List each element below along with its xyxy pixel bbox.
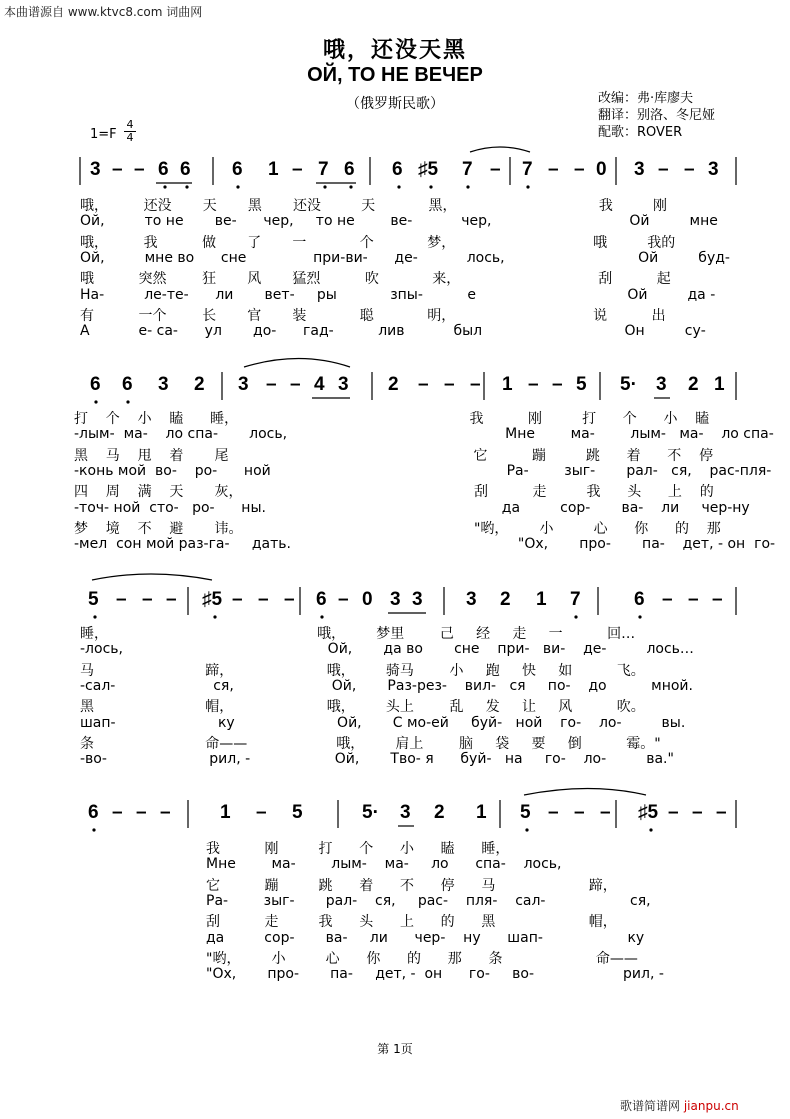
- note: 3: [412, 589, 423, 610]
- lyric-line: 睡， 哦， 梦里 己 经 走 一 回…: [80, 626, 636, 642]
- title-chinese: 哦，还没天黑: [322, 37, 467, 63]
- lyric-line: А е- са- ул до- гад- лив был Он су-: [80, 323, 706, 340]
- source-header: 本曲谱源自 www.ktvc8.com 词曲网: [4, 5, 203, 19]
- note: –: [418, 374, 429, 395]
- note: 1: [268, 159, 279, 180]
- note: 3: [338, 374, 349, 395]
- note: –: [600, 802, 611, 823]
- note: –: [134, 159, 145, 180]
- note: –: [552, 374, 563, 395]
- lyric-line: -во- рил, - Ой, Тво- я буй- на го- ло- ва.": [80, 751, 674, 768]
- credit-lyricist: 配歌：ROVER: [598, 125, 683, 140]
- note: 6: [392, 159, 403, 180]
- note: 1: [502, 374, 513, 395]
- note: –: [338, 589, 349, 610]
- note: –: [292, 159, 303, 180]
- note: 6: [344, 159, 355, 180]
- note: 4: [314, 374, 325, 395]
- note: 2: [688, 374, 699, 395]
- note: –: [284, 589, 295, 610]
- note: –: [712, 589, 723, 610]
- note: –: [548, 802, 559, 823]
- lyric-line: -конь мой во- ро- ной Ра- зыг- рал- ся, рас-пля-: [74, 462, 772, 479]
- note: 1: [536, 589, 547, 610]
- key-signature: 1=F: [90, 127, 117, 142]
- credit-translator: 翻译：别洛、冬尼娅: [598, 108, 716, 123]
- time-sig-top: 4: [126, 118, 134, 131]
- note: –: [160, 802, 171, 823]
- note: –: [290, 374, 301, 395]
- note: –: [256, 802, 267, 823]
- notes-row-4: [0, 802, 790, 828]
- note: 6: [158, 159, 169, 180]
- note: 3: [238, 374, 249, 395]
- lyric-line: На- ле-те- ли вет- ры зпы- е Ой да -: [80, 286, 716, 303]
- note: –: [668, 802, 679, 823]
- lyric-line: 黑 帽， 哦， 头上 乱 发 让 风 吹。: [80, 699, 645, 716]
- note: 3: [708, 159, 719, 180]
- note: –: [116, 589, 127, 610]
- lyric-line: -точ- ной сто- ро- ны. да сор- ва- ли чер-ну: [74, 499, 750, 516]
- notes-row-3: [0, 589, 790, 615]
- note: 6: [122, 374, 133, 395]
- note: 0: [362, 589, 373, 610]
- lyric-line: Мне ма- лым- ма- ло спа- лось,: [206, 856, 562, 873]
- note: 3: [466, 589, 477, 610]
- note: 1: [476, 802, 487, 823]
- lyric-line: 条 命—— 哦， 肩上 脑 袋 要 倒 霉。": [80, 735, 661, 752]
- note: –: [258, 589, 269, 610]
- note: 1: [714, 374, 725, 395]
- time-sig-bottom: 4: [124, 131, 136, 143]
- lyric-line: 我 刚 打 个 小 瞌 睡，: [206, 841, 510, 857]
- lyric-line: "哟， 小 心 你 的 那 条 命——: [206, 950, 638, 967]
- note: 7: [570, 589, 581, 610]
- note: 6: [232, 159, 243, 180]
- note: –: [658, 159, 669, 180]
- note: 0: [596, 159, 607, 180]
- notes-row-2: [0, 374, 790, 400]
- note: –: [574, 802, 585, 823]
- note: 5·: [620, 374, 637, 395]
- note: –: [136, 802, 147, 823]
- note: –: [232, 589, 243, 610]
- note: –: [684, 159, 695, 180]
- note: 3: [656, 374, 667, 395]
- note: –: [470, 374, 481, 395]
- lyric-line: 梦 境 不 避 讳。 "哟， 小 心 你 的 那: [74, 520, 721, 537]
- lyric-line: -лым- ма- ло спа- лось, Мне ма- лым- ма- ло спа-: [74, 426, 774, 443]
- note: 5·: [362, 802, 379, 823]
- note: 2: [434, 802, 445, 823]
- note: –: [444, 374, 455, 395]
- note: –: [548, 159, 559, 180]
- note: 7: [318, 159, 329, 180]
- lyric-line: 马 蹄， 哦， 骑马 小 跑 快 如 飞。: [80, 662, 645, 679]
- note: 2: [388, 374, 399, 395]
- note: 7: [522, 159, 533, 180]
- note: –: [490, 159, 501, 180]
- lyric-line: 四 周 满 天 灰， 刮 走 我 头 上 的: [74, 484, 714, 501]
- lyric-line: -сал- ся, Ой, Раз-рез- вил- ся по- до мной.: [80, 677, 693, 694]
- page-number: 第 1页: [377, 1042, 413, 1056]
- lyric-line: -лось, Ой, да во сне при- ви- де- лось…: [80, 641, 694, 658]
- note: 5: [292, 802, 303, 823]
- note: –: [266, 374, 277, 395]
- note: –: [528, 374, 539, 395]
- note: 5: [520, 802, 531, 823]
- note: 6: [634, 589, 645, 610]
- note: –: [574, 159, 585, 180]
- lyric-line: Ой, мне во сне при-ви- де- лось, Ой буд-: [80, 249, 730, 266]
- note: –: [166, 589, 177, 610]
- note: 6: [180, 159, 191, 180]
- note: –: [716, 802, 727, 823]
- note: 5: [88, 589, 99, 610]
- note: –: [662, 589, 673, 610]
- notes-row-1: [0, 159, 790, 185]
- lyric-line: Ой, то не ве- чер, то не ве- чер, Ой мне: [80, 213, 718, 230]
- note: ♯5: [638, 802, 659, 823]
- note: –: [112, 802, 123, 823]
- note: 3: [400, 802, 411, 823]
- lyric-line: "Ох, про- па- дет, - он го- во- рил, -: [206, 966, 664, 983]
- watermark: 歌谱简谱网 jianpu.cn: [620, 1099, 739, 1113]
- lyric-line: шап- ку Ой, С мо-ей буй- ной го- ло- вы.: [80, 714, 686, 731]
- lyric-line: 打 个 小 瞌 睡， 我 刚 打 个 小 瞌: [74, 411, 710, 427]
- note: ♯5: [202, 589, 223, 610]
- subtitle: （俄罗斯民歌）: [346, 96, 444, 112]
- note: –: [142, 589, 153, 610]
- lyric-line: 哦 突然 狂 风 猛烈 吹 来， 刮 起: [80, 271, 671, 288]
- note: –: [112, 159, 123, 180]
- title-russian: ОЙ, ТО НЕ ВЕЧЕР: [307, 64, 483, 86]
- lyric-line: 黑 马 甩 着 尾 它 蹦 跳 着 不 停: [74, 447, 714, 464]
- note: 5: [576, 374, 587, 395]
- note: 3: [158, 374, 169, 395]
- lyric-line: 有 一个 长 官 装 聪 明， 说 出: [80, 307, 666, 324]
- note: 2: [500, 589, 511, 610]
- lyric-line: Ра- зыг- рал- ся, рас- пля- сал- ся,: [206, 892, 651, 909]
- note: 1: [220, 802, 231, 823]
- note: 3: [90, 159, 101, 180]
- note: 7: [462, 159, 473, 180]
- note: 6: [90, 374, 101, 395]
- lyric-line: да сор- ва- ли чер- ну шап- ку: [206, 929, 645, 946]
- lyric-line: 它 蹦 跳 着 不 停 马 蹄，: [206, 877, 617, 894]
- note: 3: [634, 159, 645, 180]
- note: 2: [194, 374, 205, 395]
- note: –: [692, 802, 703, 823]
- lyric-line: -мел сон мой раз-га- дать. "Ох, про- па- дет, - он го-: [74, 536, 776, 553]
- lyric-line: 哦， 还没 天 黑 还没 天 黑， 我 刚: [80, 198, 667, 214]
- lyric-line: 哦， 我 做 了 一 个 梦， 哦 我的: [80, 234, 676, 251]
- note: ♯5: [418, 159, 439, 180]
- credit-arranger: 改编：弗·库廖夫: [598, 91, 694, 106]
- note: –: [688, 589, 699, 610]
- note: 3: [390, 589, 401, 610]
- note: 6: [316, 589, 327, 610]
- note: 6: [88, 802, 99, 823]
- lyric-line: 刮 走 我 头 上 的 黑 帽，: [206, 914, 617, 931]
